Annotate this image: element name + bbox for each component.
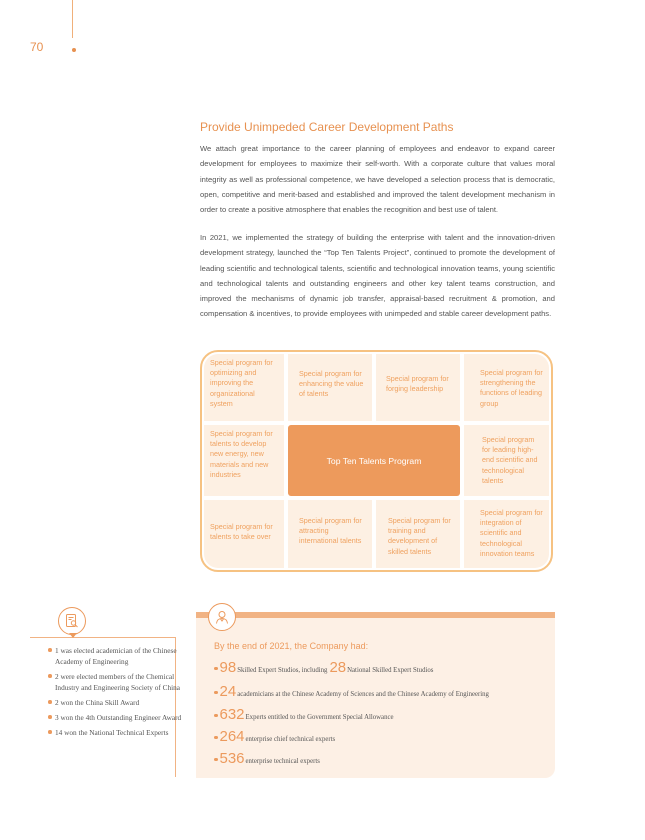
page-number: 70 <box>30 40 44 54</box>
pointer-triangle <box>69 633 77 638</box>
stat-text: academicians at the Chinese Academy of Sciences and the Chinese Academy of Engineering <box>237 691 489 698</box>
paragraph-2: In 2021, we implemented the strategy of building the enterprise with talent and the innovation-driven development strategy, launched the “Top Ten Talents Project”, continued to promote the development of leading scientific and technological talents, scientific and technological innovation teams, young scientific and technological talents and outstanding engineers and other key talent teams construction, and improved the mechanisms of dynamic job transfer, appraisal-based recruitment & promotion, and compensation & incentives, to provide employees with unimpeded and stable career development paths. <box>200 233 555 319</box>
cell-take-over <box>204 500 284 568</box>
left-panel-line <box>30 637 175 638</box>
cell-innovation-teams-label: Special program for integration of scientific and technological innovation teams <box>480 508 543 558</box>
bullet <box>214 691 218 695</box>
stat-value: 632 <box>219 706 245 723</box>
center-program: Top Ten Talents Program <box>288 425 460 496</box>
page-dot <box>72 48 76 52</box>
cell-skilled <box>376 500 460 568</box>
stat-value: 24 <box>219 683 237 700</box>
cell-value-talents <box>288 354 372 421</box>
stat-value: 536 <box>219 750 245 767</box>
stat-text: Experts entitled to the Government Special Allowance <box>245 714 394 721</box>
cell-new-energy-label: Special program for talents to develop new energy, new materials and new industries <box>210 429 273 479</box>
cell-leading-high-end <box>464 425 549 496</box>
stats-title: By the end of 2021, the Company had: <box>214 641 369 651</box>
cell-international-label: Special program for attracting international talents <box>299 516 362 546</box>
header-line <box>72 0 73 38</box>
cell-forging-leadership-label: Special program for forging leadership <box>386 374 449 394</box>
cell-take-over-label: Special program for talents to take over <box>210 522 273 542</box>
achievements-list <box>48 645 183 742</box>
cell-leading-group <box>464 354 549 421</box>
cell-org-system <box>204 354 284 421</box>
bullet <box>214 736 218 740</box>
cell-new-energy <box>204 425 284 496</box>
stat-item <box>214 684 489 699</box>
cell-leading-high-end-label: Special program for leading high-end scientific and technological talents <box>482 435 538 485</box>
list-item: 2 won the China Skill Award <box>48 697 183 708</box>
stat-item <box>214 660 433 675</box>
cell-leading-group-label: Special program for strengthening the functions of leading group <box>480 368 543 408</box>
stat-item <box>214 729 335 744</box>
talents-program-diagram <box>200 350 553 572</box>
section-title: Provide Unimpeded Career Development Paths <box>200 120 454 134</box>
document-search-icon <box>58 607 86 635</box>
cell-org-system-label: Special program for optimizing and improving the organizational system <box>210 358 273 408</box>
list-item: 1 was elected academician of the Chinese Academy of Engineering <box>48 645 183 667</box>
stats-panel-bar <box>196 612 555 618</box>
stat-item <box>214 707 394 722</box>
stat-value: 98 <box>219 659 237 676</box>
list-item: 3 won the 4th Outstanding Engineer Award <box>48 712 183 723</box>
cell-value-talents-label: Special program for enhancing the value of talents <box>299 369 364 399</box>
stat-text: Skilled Expert Studios, including <box>237 667 328 674</box>
cell-international <box>288 500 372 568</box>
stat-item <box>214 751 320 766</box>
stat-text: enterprise chief technical experts <box>245 736 336 743</box>
cell-innovation-teams <box>464 500 549 568</box>
list-item: 2 were elected members of the Chemical Industry and Engineering Society of China <box>48 671 183 693</box>
cell-forging-leadership <box>376 354 460 421</box>
stat-text: enterprise technical experts <box>245 758 320 765</box>
stat-value: 264 <box>219 728 245 745</box>
bullet <box>214 714 218 718</box>
stat-value-secondary: 28 <box>329 659 347 676</box>
bullet <box>214 667 218 671</box>
cell-skilled-label: Special program for training and development of skilled talents <box>388 516 451 556</box>
bullet <box>214 758 218 762</box>
list-item: 14 won the National Technical Experts <box>48 727 183 738</box>
person-icon <box>208 603 236 631</box>
stat-text-secondary: National Skilled Expert Studios <box>347 667 434 674</box>
paragraph-1: We attach great importance to the career planning of employees and endeavor to expand career development for employees to maximize their self-worth. With a corporate culture that values moral integrity as well as professional competence, we have developed a selection process that is democratic, open, competitive and merit-based and established and improved the talent development mechanism in order to create a positive atmosphere that enables the recognition and best use of talent. <box>200 144 555 215</box>
